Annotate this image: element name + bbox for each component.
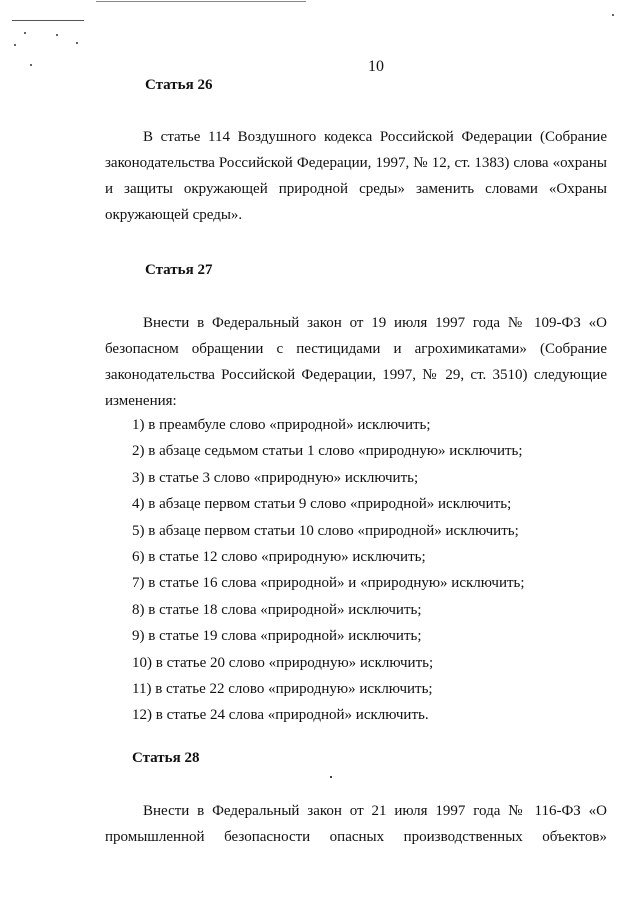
scan-artifact-line	[96, 1, 306, 2]
list-item: 8) в статье 18 слова «природной» исключить;	[132, 601, 422, 618]
scan-artifact-dot	[330, 776, 332, 778]
scan-artifact-dot	[76, 42, 78, 44]
article-heading: Статья 28	[132, 750, 200, 766]
article-paragraph: Внести в Федеральный закон от 21 июля 1997 года № 116-ФЗ «О промышленной безопасности опасных производственных объектов»	[105, 803, 607, 845]
list-item: 2) в абзаце седьмом статьи 1 слово «природную» исключить;	[132, 443, 523, 460]
article-paragraph: В статье 114 Воздушного кодекса Российской Федерации (Собрание законодательства Российской Федерации, 1997, № 12, ст. 1383) слова «охраны и защиты окружающей природной среды» заменить словами «Охраны окружающей среды».	[105, 129, 607, 223]
scan-artifact-dot	[56, 34, 58, 36]
scan-artifact-dot	[14, 44, 16, 46]
article-heading: Статья 26	[145, 77, 213, 93]
page-number: 10	[368, 58, 384, 75]
list-item: 4) в абзаце первом статьи 9 слово «природной» исключить;	[132, 496, 512, 513]
scan-artifact-dot	[30, 64, 32, 66]
scan-artifact-dot	[612, 14, 614, 16]
list-item: 9) в статье 19 слова «природной» исключить;	[132, 628, 422, 645]
list-item: 11) в статье 22 слово «природную» исключить;	[132, 680, 433, 697]
article-paragraph: Внести в Федеральный закон от 19 июля 1997 года № 109-ФЗ «О безопасном обращении с пестицидами и агрохимикатами» (Собрание законодательства Российской Федерации, 1997, № 29, ст. 3510) следующие изменения:	[105, 315, 607, 409]
list-item: 6) в статье 12 слово «природную» исключить;	[132, 548, 426, 565]
amendment-list	[132, 412, 525, 729]
list-item: 1) в преамбуле слово «природной» исключить;	[132, 417, 431, 433]
article-heading: Статья 27	[145, 262, 213, 278]
list-item: 3) в статье 3 слово «природную» исключить;	[132, 469, 419, 486]
list-item: 10) в статье 20 слово «природную» исключить;	[132, 654, 434, 671]
list-item: 7) в статье 16 слова «природной» и «природную» исключить;	[132, 575, 525, 592]
scan-artifact-dot	[24, 32, 26, 34]
scan-artifact-line	[12, 20, 84, 21]
list-item: 12) в статье 24 слова «природной» исключить.	[132, 707, 429, 724]
list-item: 5) в абзаце первом статьи 10 слово «природной» исключить;	[132, 522, 519, 539]
